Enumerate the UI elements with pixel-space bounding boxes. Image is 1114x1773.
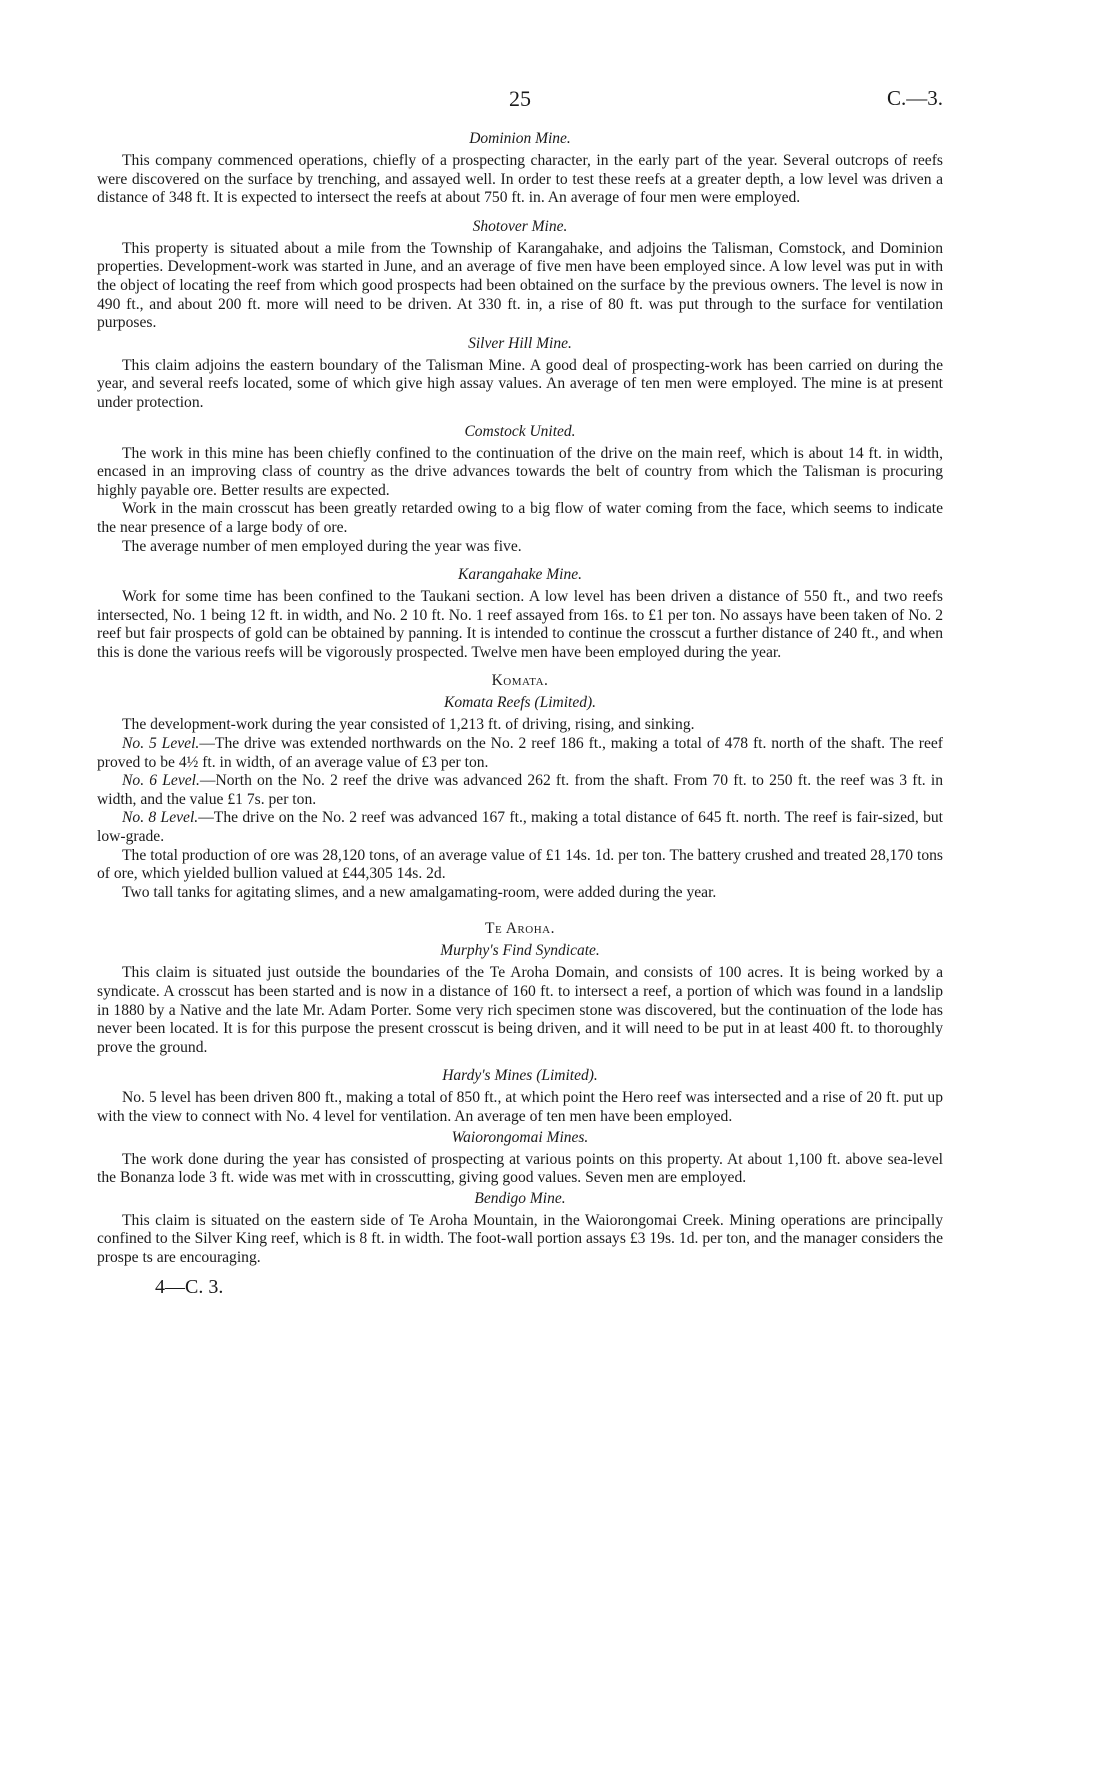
section-title-bendigo: Bendigo Mine. (474, 1189, 566, 1207)
page-header (97, 86, 943, 120)
level-label: No. 5 Level. (122, 735, 200, 753)
paragraph: Work in the main crosscut has been greatly retarded owing to a big flow of water coming from the face, which seems to indicate the near presence of a large body of ore. (97, 500, 943, 536)
level-paragraph (97, 735, 943, 772)
section-title-karangahake: Karangahake Mine. (458, 566, 582, 584)
paragraph: Work for some time has been confined to the Taukani section. A low level has been driven a distance of 550 ft., and two reefs intersected, No. 1 being 12 ft. in width, and No. 2 10 ft. No. 1 reef assayed from 16s. to £1 per ton. No assays have been taken of No. 2 reef but fair prospects of gold can be obtained by panning. It is intended to continue the crosscut a further distance of 240 ft., and when this is done the various reefs will be vigorously prospected. Twelve men have been employed during the year. (97, 588, 943, 661)
paragraph: This claim is situated on the eastern side of Te Aroha Mountain, in the Waiorongomai Creek. Mining operations are principally confined to the Silver King reef, which is 8 ft. in width. The foot-wall portion assays £3 19s. 1d. per ton, and the manager considers the prospe ts are encouraging. (97, 1211, 943, 1266)
section-title-murphys-find: Murphy's Find Syndicate. (440, 942, 600, 960)
section-title-waiorongomai: Waiorongomai Mines. (451, 1128, 589, 1146)
level-label: No. 6 Level. (122, 772, 200, 790)
level-label: No. 8 Level. (122, 809, 199, 827)
series-reference: C.—3. (886, 86, 943, 110)
paragraph: Two tall tanks for agitating slimes, and a new amalgamating-room, were added during the year. (122, 883, 717, 901)
paragraph: No. 5 level has been driven 800 ft., making a total of 850 ft., at which point the Hero reef was intersected and a rise of 20 ft. put up with the view to connect with No. 4 level for ventilation. An average of ten men have been employed. (97, 1089, 943, 1125)
paragraph: The work in this mine has been chiefly confined to the continuation of the drive on the main reef, which is about 14 ft. in width, encased in an improving class of country as the drive advances towards the belt of country from which the Talisman is procuring highly payable ore. Better results are expected. (97, 444, 943, 499)
level-paragraph (97, 809, 943, 846)
paragraph: The total production of ore was 28,120 tons, of an average value of £1 14s. 1d. per ton. The battery crushed and treated 28,170 tons of ore, which yielded bullion valued at £44,305 14s. 2d. (97, 846, 943, 883)
section-title-dominion: Dominion Mine. (469, 130, 571, 147)
document-page (97, 86, 943, 1299)
section-title-comstock: Comstock United. (464, 422, 576, 440)
district-heading-te-aroha: Te Aroha. (485, 920, 555, 938)
section-title-komata-reefs: Komata Reefs (Limited). (444, 694, 596, 712)
paragraph: This claim is situated just outside the boundaries of the Te Aroha Domain, and consists of 100 acres. It is being worked by a syndicate. A crosscut has been started and is now in a distance of 160 ft. to intersect a reef, a portion of which was found in a landslip in 1880 by a Native and the late Mr. Adam Porter. Some very rich specimen stone was discovered, but the continuation of the lode has never been located. It is for this purpose the present crosscut is being driven, and it will need to be put in at least 400 ft. to thoroughly prove the ground. (97, 964, 943, 1056)
paragraph: This property is situated about a mile from the Township of Karangahake, and adjoins the Talisman, Comstock, and Dominion properties. Development-work was started in June, and an average of five men have been employed since. A low level was put in with the object of locating the reef from which good prospects had been obtained on the surface by the previous owners. The level is now in 490 ft., and about 200 ft. more will need to be driven. At 330 ft. in, a rise of 80 ft. was put through to the surface for ventilation purposes. (97, 239, 943, 332)
level-text: —The drive on the No. 2 reef was advanced 167 ft., making a total distance of 645 ft. north. The reef is fair-sized, but low-grade. (97, 809, 943, 846)
level-paragraph (97, 772, 943, 809)
section-title-silver-hill: Silver Hill Mine. (468, 334, 572, 352)
paragraph: This claim adjoins the eastern boundary of the Talisman Mine. A good deal of prospecting-work has been carried on during the year, and several reefs located, some of which give high assay values. An average of ten men were employed. The mine is at present under protection. (97, 356, 943, 411)
page-number: 25 (509, 86, 531, 111)
paragraph: This company commenced operations, chiefly of a prospecting character, in the early part of the year. Several outcrops of reefs were discovered on the surface by trenching, and assayed well. In order to test these reefs at a greater depth, a low level was driven a distance of 348 ft. It is expected to intersect the reefs at about 750 ft. in. An average of four men were employed. (97, 152, 943, 207)
level-text: —The drive was extended northwards on the No. 2 reef 186 ft., making a total of 478 ft. north of the shaft. The reef proved to be 4½ ft. in width, of an average value of £3 per ton. (97, 735, 943, 771)
district-heading-komata: Komata. (491, 672, 549, 690)
paragraph: The average number of men employed during the year was five. (122, 537, 522, 555)
paragraph: The work done during the year has consisted of prospecting at various points on this property. At about 1,100 ft. above sea-level the Bonanza lode 3 ft. wide was met with in crosscutting, giving good values. Seven men are employed. (97, 1150, 943, 1187)
level-text: —North on the No. 2 reef the drive was advanced 262 ft. from the shaft. From 70 ft. to 250 ft. the reef was 3 ft. in width, and the value £1 7s. per ton. (97, 772, 943, 808)
section-title-hardys-mines: Hardy's Mines (Limited). (442, 1067, 598, 1085)
signature-mark: 4—C. 3. (155, 1275, 224, 1298)
paragraph: The development-work during the year consisted of 1,213 ft. of driving, rising, and sinking. (122, 716, 695, 734)
section-title-shotover: Shotover Mine. (472, 217, 568, 235)
